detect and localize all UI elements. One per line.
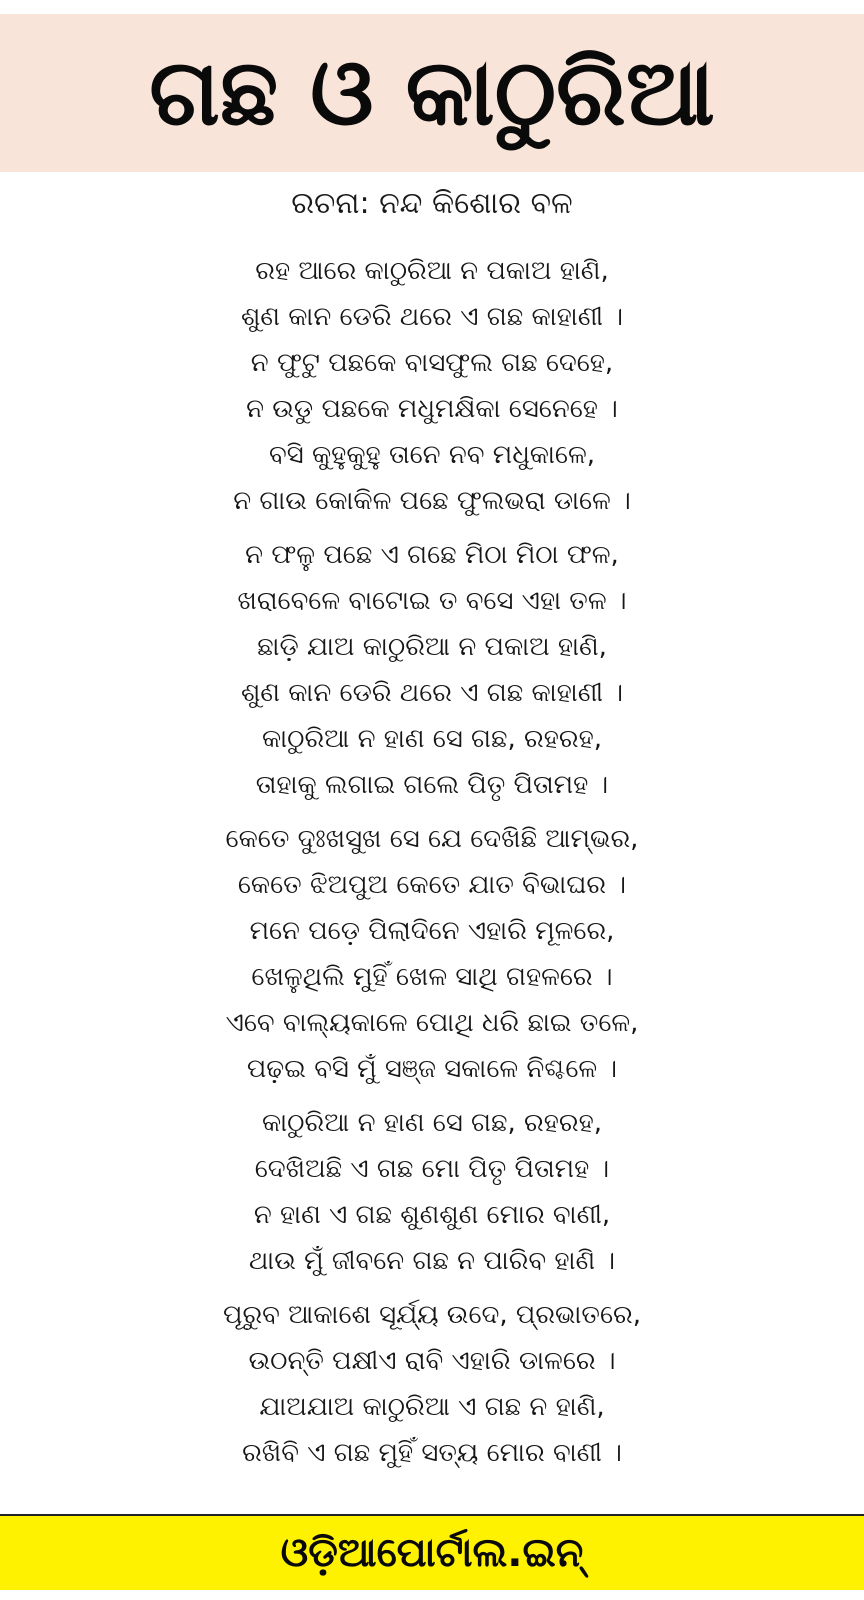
poem-line: ପଢ଼ଇ ବସି ମୁଁ ସଞ୍ଜ ସକାଳେ ନିଶ୍ଚଳେ । bbox=[246, 1054, 618, 1084]
poem-line: ଦେଖିଅଛି ଏ ଗଛ ମୋ ପିତୃ ପିତାମହ । bbox=[254, 1154, 610, 1184]
poem-line: ବସି କୁହୁକୁହୁ ତାନେ ନବ ମଧୁକାଳେ, bbox=[269, 440, 595, 470]
poem-line: ନ ଗାଉ କୋକିଳ ପଛେ ଫୁଲଭରା ଡାଳେ । bbox=[233, 486, 631, 516]
poem-body bbox=[0, 248, 864, 1484]
poem-line: ମନେ ପଡ଼େ ପିଲାଦିନେ ଏହାରି ମୂଳରେ, bbox=[249, 916, 615, 946]
poem-line: ନ ଉଡୁ ପଛକେ ମଧୁମକ୍ଷିକା ସେନେହେ । bbox=[246, 394, 618, 424]
poem-line: ଉଠନ୍ତି ପକ୍ଷୀଏ ରାବି ଏହାରି ଡାଳରେ । bbox=[248, 1346, 616, 1376]
poem-line: କେତେ ଦୁଃଖସୁଖ ସେ ଯେ ଦେଖିଛି ଆମ୍ଭର, bbox=[225, 824, 639, 854]
poem-line: ନ ଫୁଟୁ ପଛକେ ବାସଫୁଲ ଗଛ ଦେହେ, bbox=[250, 348, 614, 378]
poem-line: ଖେଳୁଥିଲି ମୁହିଁ ଖେଳ ସାଥି ଗହଳରେ । bbox=[251, 962, 613, 992]
stanza bbox=[0, 816, 864, 1092]
author-byline: ରଚନା: ନନ୍ଦ କିଶୋର ବଳ bbox=[291, 186, 573, 221]
poem-line: ନ ହାଣ ଏ ଗଛ ଶୁଣଶୁଣ ମୋର ବାଣୀ, bbox=[253, 1200, 611, 1230]
poem-line: କାଠୁରିଆ ନ ହାଣ ସେ ଗଛ, ରହରହ, bbox=[261, 1108, 603, 1138]
poem-line: ଶୁଣ କାନ ଡେରି ଥରେ ଏ ଗଛ କାହାଣୀ । bbox=[240, 678, 624, 708]
poem-line: ଯାଅଯାଅ କାଠୁରିଆ ଏ ଗଛ ନ ହାଣି, bbox=[259, 1392, 605, 1422]
poem-line: କେତେ ଝିଅପୁଅ କେତେ ଯାତ ବିଭାଘର । bbox=[237, 870, 627, 900]
poem-line: ଥାଉ ମୁଁ ଜୀବନେ ଗଛ ନ ପାରିବ ହାଣି । bbox=[248, 1246, 616, 1276]
stanza bbox=[0, 248, 864, 524]
poem-line: ଖରାବେଳେ ବାଟୋଇ ତ ବସେ ଏହା ତଳ । bbox=[237, 586, 627, 616]
poem-line: କାଠୁରିଆ ନ ହାଣ ସେ ଗଛ, ରହରହ, bbox=[261, 724, 603, 754]
stanza bbox=[0, 1100, 864, 1284]
poem-line: ଛାଡ଼ି ଯାଅ କାଠୁରିଆ ନ ପକାଅ ହାଣି, bbox=[257, 632, 607, 662]
poem-line: ଶୁଣ କାନ ଡେରି ଥରେ ଏ ଗଛ କାହାଣୀ । bbox=[240, 302, 624, 332]
site-name: ଓଡ଼ିଆପୋର୍ଟାଲ.ଇନ୍ bbox=[280, 1530, 584, 1576]
stanza bbox=[0, 532, 864, 808]
stanza bbox=[0, 1292, 864, 1476]
footer-banner bbox=[0, 1514, 864, 1590]
poem-line: ରଖିବି ଏ ଗଛ ମୁହିଁ ସତ୍ୟ ମୋର ବାଣୀ । bbox=[242, 1438, 622, 1468]
poem-line: ନ ଫଳୁ ପଛେ ଏ ଗଛେ ମିଠା ମିଠା ଫଳ, bbox=[245, 540, 619, 570]
poem-line: ତାହାକୁ ଲଗାଇ ଗଲେ ପିତୃ ପିତାମହ । bbox=[255, 770, 609, 800]
poem-title: ଗଛ ଓ କାଠୁରିଆ bbox=[149, 39, 715, 146]
poem-line: ରହ ଆରେ କାଠୁରିଆ ନ ପକାଅ ହାଣି, bbox=[255, 256, 609, 286]
poem-line: ଏବେ ବାଲ୍ୟକାଳେ ପୋଥି ଧରି ଛାଇ ତଳେ, bbox=[225, 1008, 639, 1038]
poem-line: ପୂରୁବ ଆକାଶେ ସୂର୍ଯ୍ୟ ଉଦେ, ପ୍ରଭାତରେ, bbox=[223, 1300, 641, 1330]
title-banner bbox=[0, 14, 864, 172]
